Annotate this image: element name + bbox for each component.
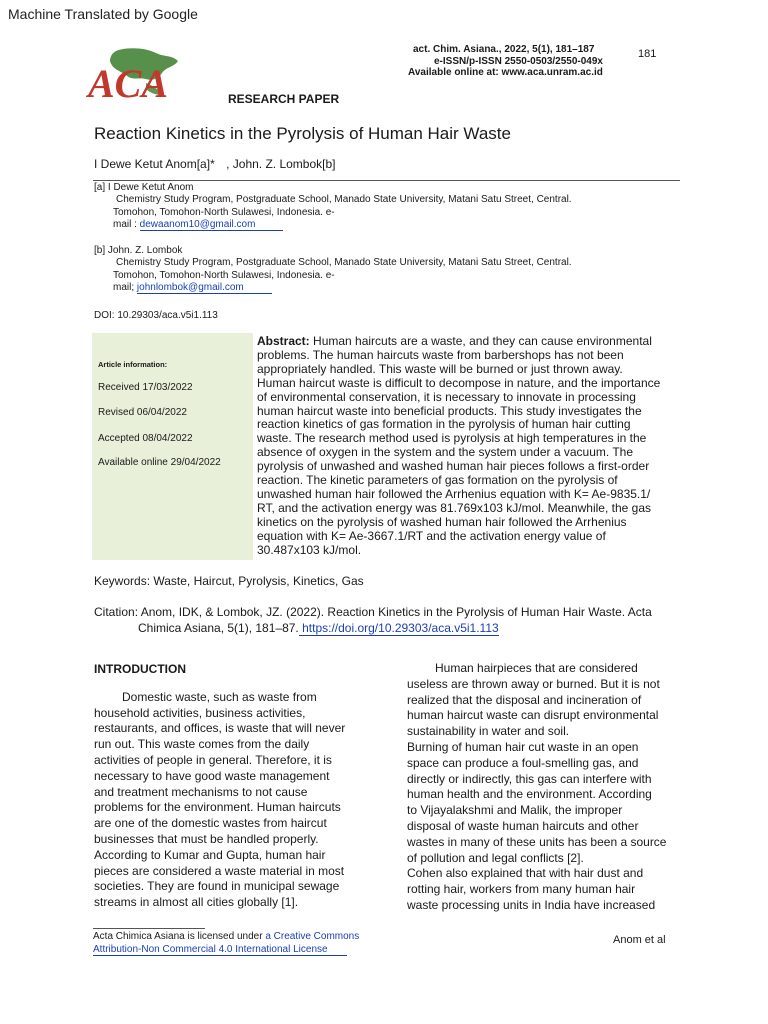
affiliation-line: Chemistry Study Program, Postgraduate School, Manado State University, Matani Satu Street, Central. [116,257,572,269]
email-link[interactable]: johnlombok@gmail.com [137,282,272,294]
body-line: businesses that must be handled properly. [94,831,319,846]
article-info-title: Article information: [98,360,168,369]
abstract-line: 30.487x103 kJ/mol. [257,542,362,557]
abstract-line: human haircut waste into beneficial products. This study investigates the [257,403,642,418]
body-line: wastes in many of these units has been a source [407,834,667,849]
logo-letters: ACA [88,61,169,106]
intro-left-column [94,662,374,911]
mail-prefix: mail; [113,281,137,293]
abstract-line: kinetics on the pyrolysis of washed human hair followed the Arrhenius [257,514,627,529]
body-line: useless are thrown away or burned. But it is not [407,676,660,691]
revised-date: Revised 06/04/2022 [98,407,187,418]
body-line: streams in almost all cities globally [1]. [94,895,299,910]
running-author: Anom et al [613,934,666,946]
abstract-line: appropriately handled. This waste will be burned or just thrown away. [257,361,623,376]
abstract-line: absence of oxygen in the system and the system under a vacuum. The [257,445,633,460]
license-link-underline [93,955,347,956]
body-line: Burning of human hair cut waste in an open [407,739,639,754]
author-a: I Dewe Ketut Anom[a]* [94,157,215,171]
affiliation-head: [b] John. Z. Lombok [94,245,183,256]
citation [94,605,674,636]
received-date: Received 17/03/2022 [98,382,193,393]
affiliation-b [94,245,572,294]
author-list [94,157,336,171]
license-note [93,930,359,956]
abstract-line: problems. The human haircuts waste from barbershops has not been [257,347,624,362]
abstract-line: pyrolysis of unwashed and washed human hair pieces follows a first-order [257,459,650,474]
body-line: are one of the domestic wastes from haircut [94,816,327,831]
body-line: household activities, business activities, [94,705,306,720]
body-line: rotting hair, workers from many human hair [407,882,636,897]
section-heading: INTRODUCTION [94,662,186,676]
body-line: sustainability in water and soil. [407,724,570,739]
author-separator: , [226,157,230,171]
intro-right-column [407,661,687,914]
citation-line: Citation: Anom, IDK, & Lombok, JZ. (2022). Reaction Kinetics in the Pyrolysis of Human Hair Waste. Acta [94,605,652,619]
body-line: activities of people in general. Therefore, it is [94,752,332,767]
abstract [257,335,685,558]
body-line: directly or indirectly, this gas can interfere with [407,771,652,786]
body-line: and treatment mechanisms to not cause [94,784,308,799]
body-line: societies. They are found in municipal sewage [94,879,340,894]
abstract-line: reaction kinetics of gas formation in the pyrolysis of human hair cutting [257,417,631,432]
header-divider [93,180,680,181]
body-line: pieces are considered a waste material in most [94,863,345,878]
doi: DOI: 10.29303/aca.v5i1.113 [94,310,218,321]
page-number: 181 [638,48,657,60]
journal-issn: e-ISSN/p-ISSN 2550-0503/2550-049x [434,55,603,67]
abstract-line: unwashed human hair followed the Arrhenius equation with K= Ae-9835.1/ [257,486,651,501]
author-b: John. Z. Lombok[b] [232,157,336,171]
keywords: Keywords: Waste, Haircut, Pyrolysis, Kinetics, Gas [94,574,364,588]
affiliation-a [94,182,572,231]
footer-divider [93,928,205,929]
abstract-label: Abstract: [257,334,310,348]
journal-issue: act. Chim. Asiana., 2022, 5(1), 181–187 [413,44,595,55]
body-line: realized that the disposal and incineration of [407,692,642,707]
license-link[interactable]: Attribution-Non Commercial 4.0 International License [93,944,328,955]
body-line: Domestic waste, such as waste from [122,689,317,704]
body-line: human health and the environment. According [407,787,652,802]
license-prefix: Acta Chimica Asiana is licensed under [93,931,266,942]
body-line: According to Kumar and Gupta, human hair [94,847,326,862]
journal-logo [86,45,186,109]
journal-url: Available online at: www.aca.unram.ac.id [408,67,603,78]
abstract-line: Human haircuts are a waste, and they can cause environmental [309,334,652,348]
machine-translation-banner: Machine Translated by Google [8,6,198,22]
body-line: necessary to have good waste management [94,768,330,783]
body-line: problems for the environment. Human haircuts [94,800,341,815]
body-line: Human hairpieces that are considered [435,661,638,675]
abstract-line: RT, and the activation energy was 81.769x103 kJ/mol. Meanwhile, the gas [257,500,652,515]
body-line: run out. This waste comes from the daily [94,737,310,752]
doi-link[interactable]: https://doi.org/10.29303/aca.v5i1.113 [298,620,499,635]
affiliation-line: Tomohon, Tomohon-North Sulawesi, Indonesia. e- [113,269,335,281]
affiliation-head: [a] I Dewe Ketut Anom [94,182,194,193]
citation-line: Chimica Asiana, 5(1), 181–87. [138,620,299,635]
body-line: space can produce a foul-smelling gas, and [407,755,639,770]
license-link[interactable]: a Creative Commons [265,931,360,942]
email-link[interactable]: dewaanom10@gmail.com [140,219,284,231]
affiliation-line: Chemistry Study Program, Postgraduate School, Manado State University, Matani Satu Street, Central. [116,194,572,206]
mail-prefix: mail : [113,218,140,230]
body-line: disposal of waste human haircuts and other [407,818,639,833]
paper-type-label: RESEARCH PAPER [228,92,340,106]
abstract-line: equation with K= Ae-3667.1/RT and the activation energy value of [257,528,606,543]
accepted-date: Accepted 08/04/2022 [98,433,193,444]
journal-citation-header [408,44,603,79]
abstract-line: of environmental conservation, it is necessary to innovate in processing [257,389,636,404]
online-date: Available online 29/04/2022 [98,457,221,468]
abstract-line: reaction. The kinetic parameters of gas formation on the pyrolysis of [257,473,618,488]
body-line: waste processing units in India have increased [407,897,656,912]
body-line: of pollution and legal conflicts [2]. [407,850,584,865]
paper-title: Reaction Kinetics in the Pyrolysis of Human Hair Waste [94,124,511,143]
abstract-line: Human haircut waste is difficult to decompose in nature, and the importance [257,375,661,390]
affiliation-line: Tomohon, Tomohon-North Sulawesi, Indonesia. e- [113,206,335,218]
body-line: human haircut waste can disrupt environmental [407,708,659,723]
abstract-line: waste. The research method used is pyrolysis at high temperatures in the [257,431,647,446]
body-line: Cohen also explained that with hair dust and [407,866,644,881]
body-line: to Vijayalakshmi and Malik, the improper [407,803,623,818]
body-line: restaurants, and offices, is waste that will never [94,721,346,736]
